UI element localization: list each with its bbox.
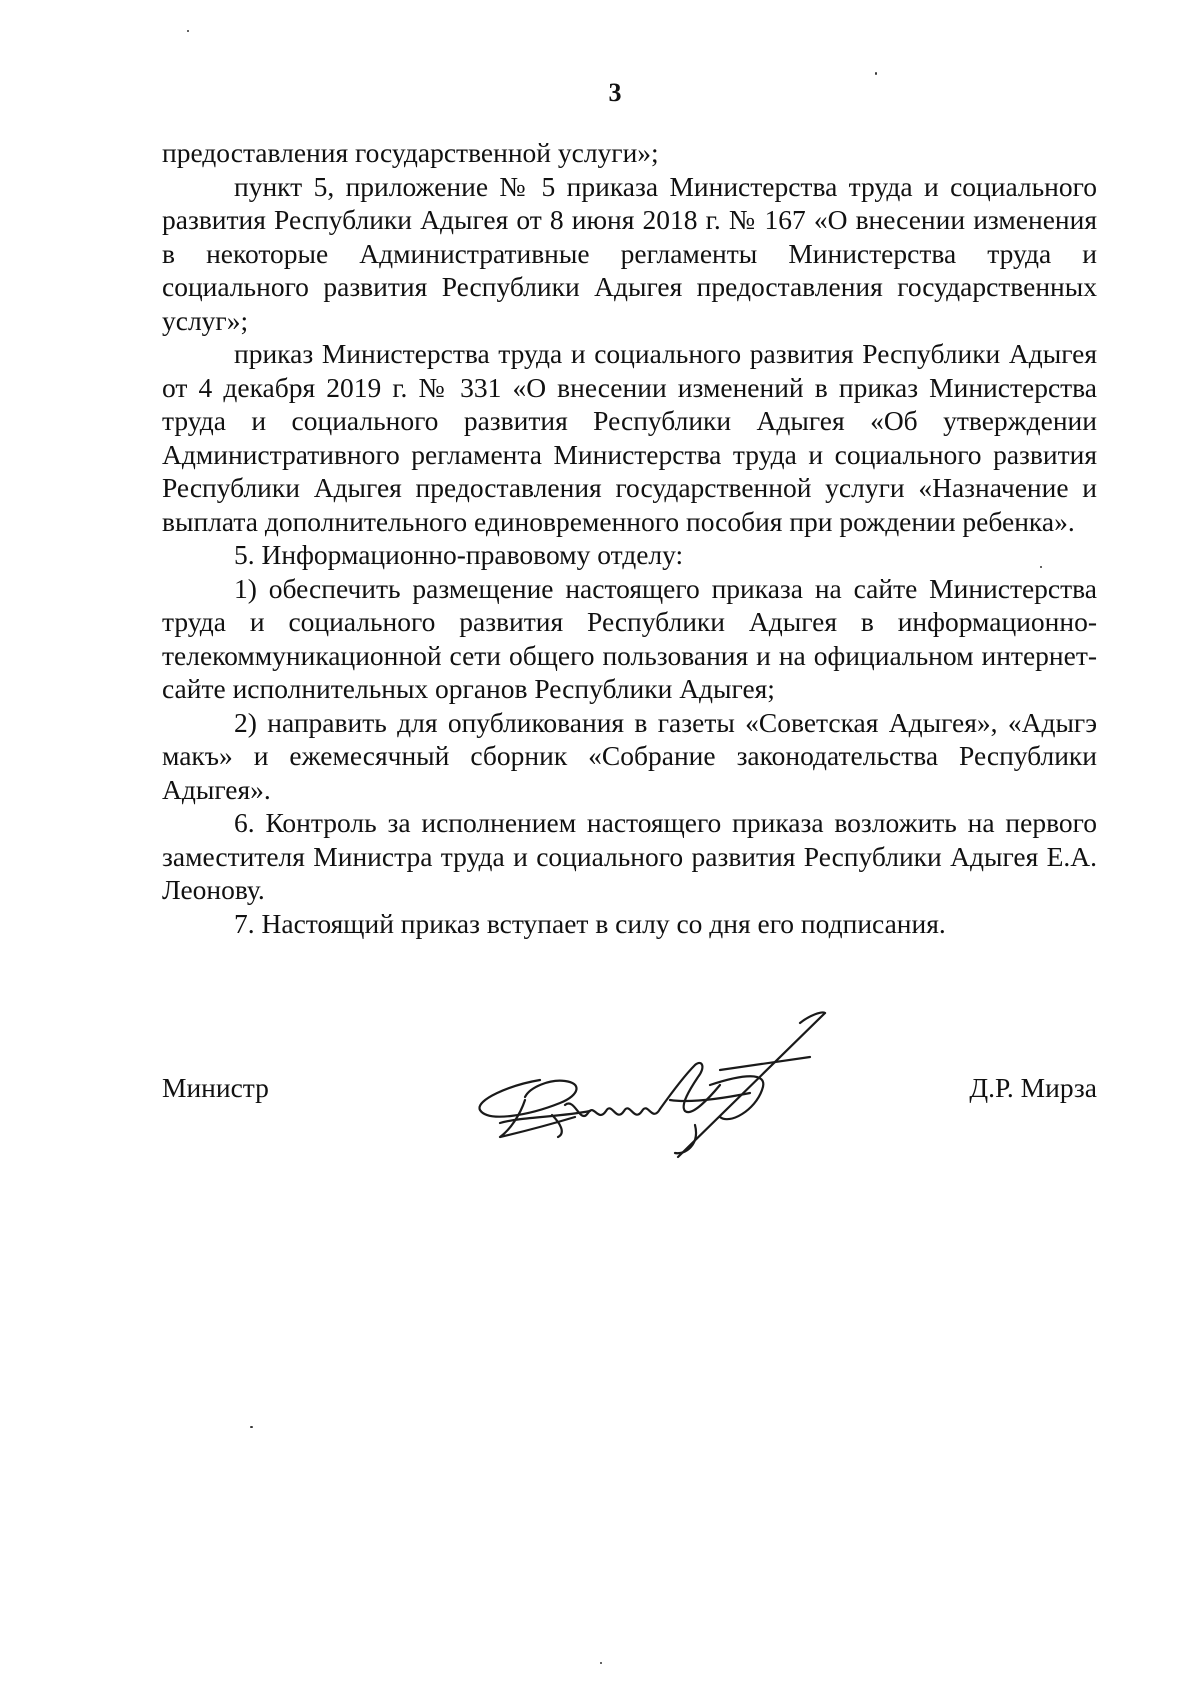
signer-title: Министр: [162, 1072, 269, 1103]
paragraph-1: предоставления государственной услуги»;: [162, 137, 659, 168]
scan-speck: [875, 72, 877, 75]
scan-speck: [187, 30, 189, 32]
document-body: [162, 136, 1097, 940]
paragraph-5: 1) обеспечить размещение настоящего приказа на сайте Министерства труда и социального развития Республики Адыгея в информационно-телекоммуникационной сети общего пользования и на официальном интернет-сайте исполнительных органов Республики Адыгея;: [162, 572, 1097, 704]
signer-name: Д.Р. Мирза: [969, 1072, 1097, 1103]
scan-speck: [600, 1662, 602, 1664]
handwritten-signature: [470, 1005, 880, 1165]
paragraph-4: 5. Информационно-правовому отделу:: [234, 539, 684, 570]
scan-speck: [1040, 566, 1042, 568]
paragraph-3: приказ Министерства труда и социального развития Республики Адыгея от 4 декабря 2019 г. № 331 «О внесении изменений в приказ Министерства труда и социального развития Республики Адыгея «Об утверждении Административного регламента Министерства труда и социального развития Республики Адыгея предоставления государственной услуги «Назначение и выплата дополнительного единовременного пособия при рождении ребенка».: [162, 338, 1097, 537]
paragraph-2: пункт 5, приложение № 5 приказа Министерства труда и социального развития Республики Адыгея от 8 июня 2018 г. № 167 «О внесении изменения в некоторые Административные регламенты Министерства труда и социального развития Республики Адыгея предоставления государственных услуг»;: [162, 170, 1097, 336]
page-number: 3: [608, 78, 622, 107]
paragraph-7: 6. Контроль за исполнением настоящего приказа возложить на первого заместителя Министра труда и социального развития Республики Адыгея Е.А. Леонову.: [162, 807, 1097, 905]
scan-speck: [250, 1426, 253, 1428]
paragraph-6: 2) направить для опубликования в газеты «Советская Адыгея», «Адыгэ макъ» и ежемесячный сборник «Собрание законодательства Республики Адыгея».: [162, 706, 1097, 805]
paragraph-8: 7. Настоящий приказ вступает в силу со дня его подписания.: [234, 907, 946, 939]
